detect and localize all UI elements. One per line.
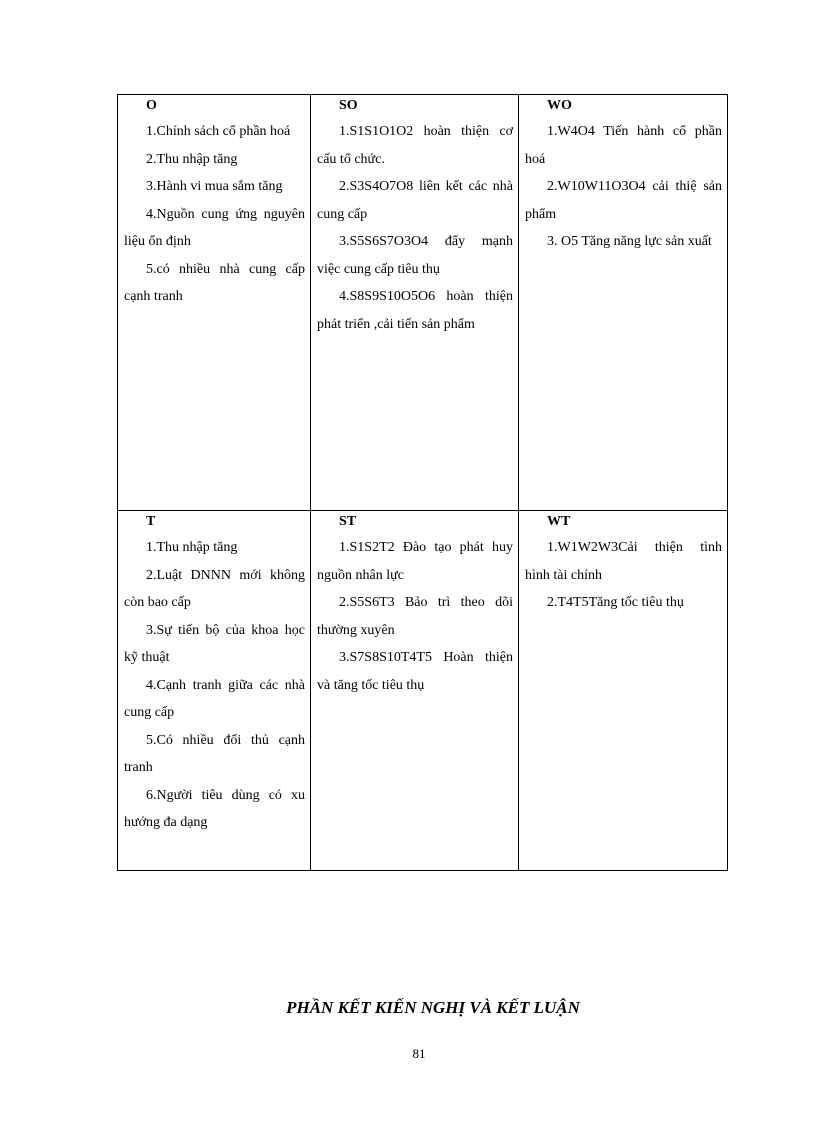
cell-heading: WT — [547, 514, 571, 529]
list-item: 3.S7S8S10T4T5 Hoàn thiện và tăng tốc tiêu thụ — [317, 650, 513, 693]
table-row — [118, 95, 728, 511]
list-item: 1.Chính sách cổ phần hoá — [146, 124, 291, 139]
list-item: 6.Người tiêu dùng có xu hướng đa dạng — [124, 787, 305, 830]
list-item: 2.Thu nhập tăng — [146, 151, 238, 167]
cell-heading: T — [146, 514, 156, 529]
list-item: 4.S8S9S10O5O6 hoàn thiện phát triển ,cải tiến sản phẩm — [317, 289, 513, 332]
cell-heading: O — [146, 98, 157, 113]
list-item: 1.W1W2W3Cải thiện tình hình tài chính — [525, 540, 722, 583]
table-row — [118, 511, 728, 871]
cell-heading: SO — [339, 98, 358, 113]
list-item: 1.S1S2T2 Đào tạo phát huy nguồn nhân lực — [317, 540, 513, 583]
list-item: 1.Thu nhập tăng — [146, 540, 238, 555]
list-item: 2.S3S4O7O8 liên kết các nhà cung cấp — [317, 179, 513, 222]
cell-heading: WO — [547, 98, 572, 113]
list-item: 2.Luật DNNN mới không còn bao cấp — [124, 567, 305, 610]
list-item: 2.W10W11O3O4 cải thiệ sản phẩm — [525, 179, 722, 222]
list-item: 4.Nguồn cung ứng nguyên liệu ổn định — [124, 206, 305, 249]
cell-heading: ST — [339, 514, 357, 529]
list-item: 1.S1S1O1O2 hoàn thiện cơ cấu tổ chức. — [317, 124, 513, 167]
swot-matrix-table — [117, 94, 728, 871]
cell-so-strategies — [311, 95, 519, 511]
list-item: 5.Có nhiều đối thủ cạnh tranh — [124, 732, 305, 775]
cell-wt-strategies — [519, 511, 728, 871]
list-item: 3. O5 Tăng năng lực sản xuất — [547, 234, 712, 249]
list-item: 2.T4T5Tăng tốc tiêu thụ — [547, 595, 684, 610]
page-number: 81 — [412, 1046, 426, 1061]
list-item: 3.Hành vi mua sắm tăng — [146, 179, 283, 194]
list-item: 2.S5S6T3 Bảo trì theo dõi thường xuyên — [317, 595, 513, 638]
list-item: 5.có nhiều nhà cung cấp cạnh tranh — [124, 261, 305, 304]
cell-threats — [118, 511, 311, 871]
cell-wo-strategies — [519, 95, 728, 511]
section-title: PHẦN KẾT KIẾN NGHỊ VÀ KẾT LUẬN — [286, 998, 580, 1017]
list-item: 1.W4O4 Tiến hành cổ phần hoá — [525, 124, 722, 167]
list-item: 3.Sự tiến bộ của khoa học kỹ thuật — [124, 622, 305, 665]
cell-opportunities — [118, 95, 311, 511]
list-item: 3.S5S6S7O3O4 đẩy mạnh việc cung cấp tiêu thụ — [317, 234, 513, 277]
list-item: 4.Cạnh tranh giữa các nhà cung cấp — [124, 677, 305, 720]
cell-st-strategies — [311, 511, 519, 871]
